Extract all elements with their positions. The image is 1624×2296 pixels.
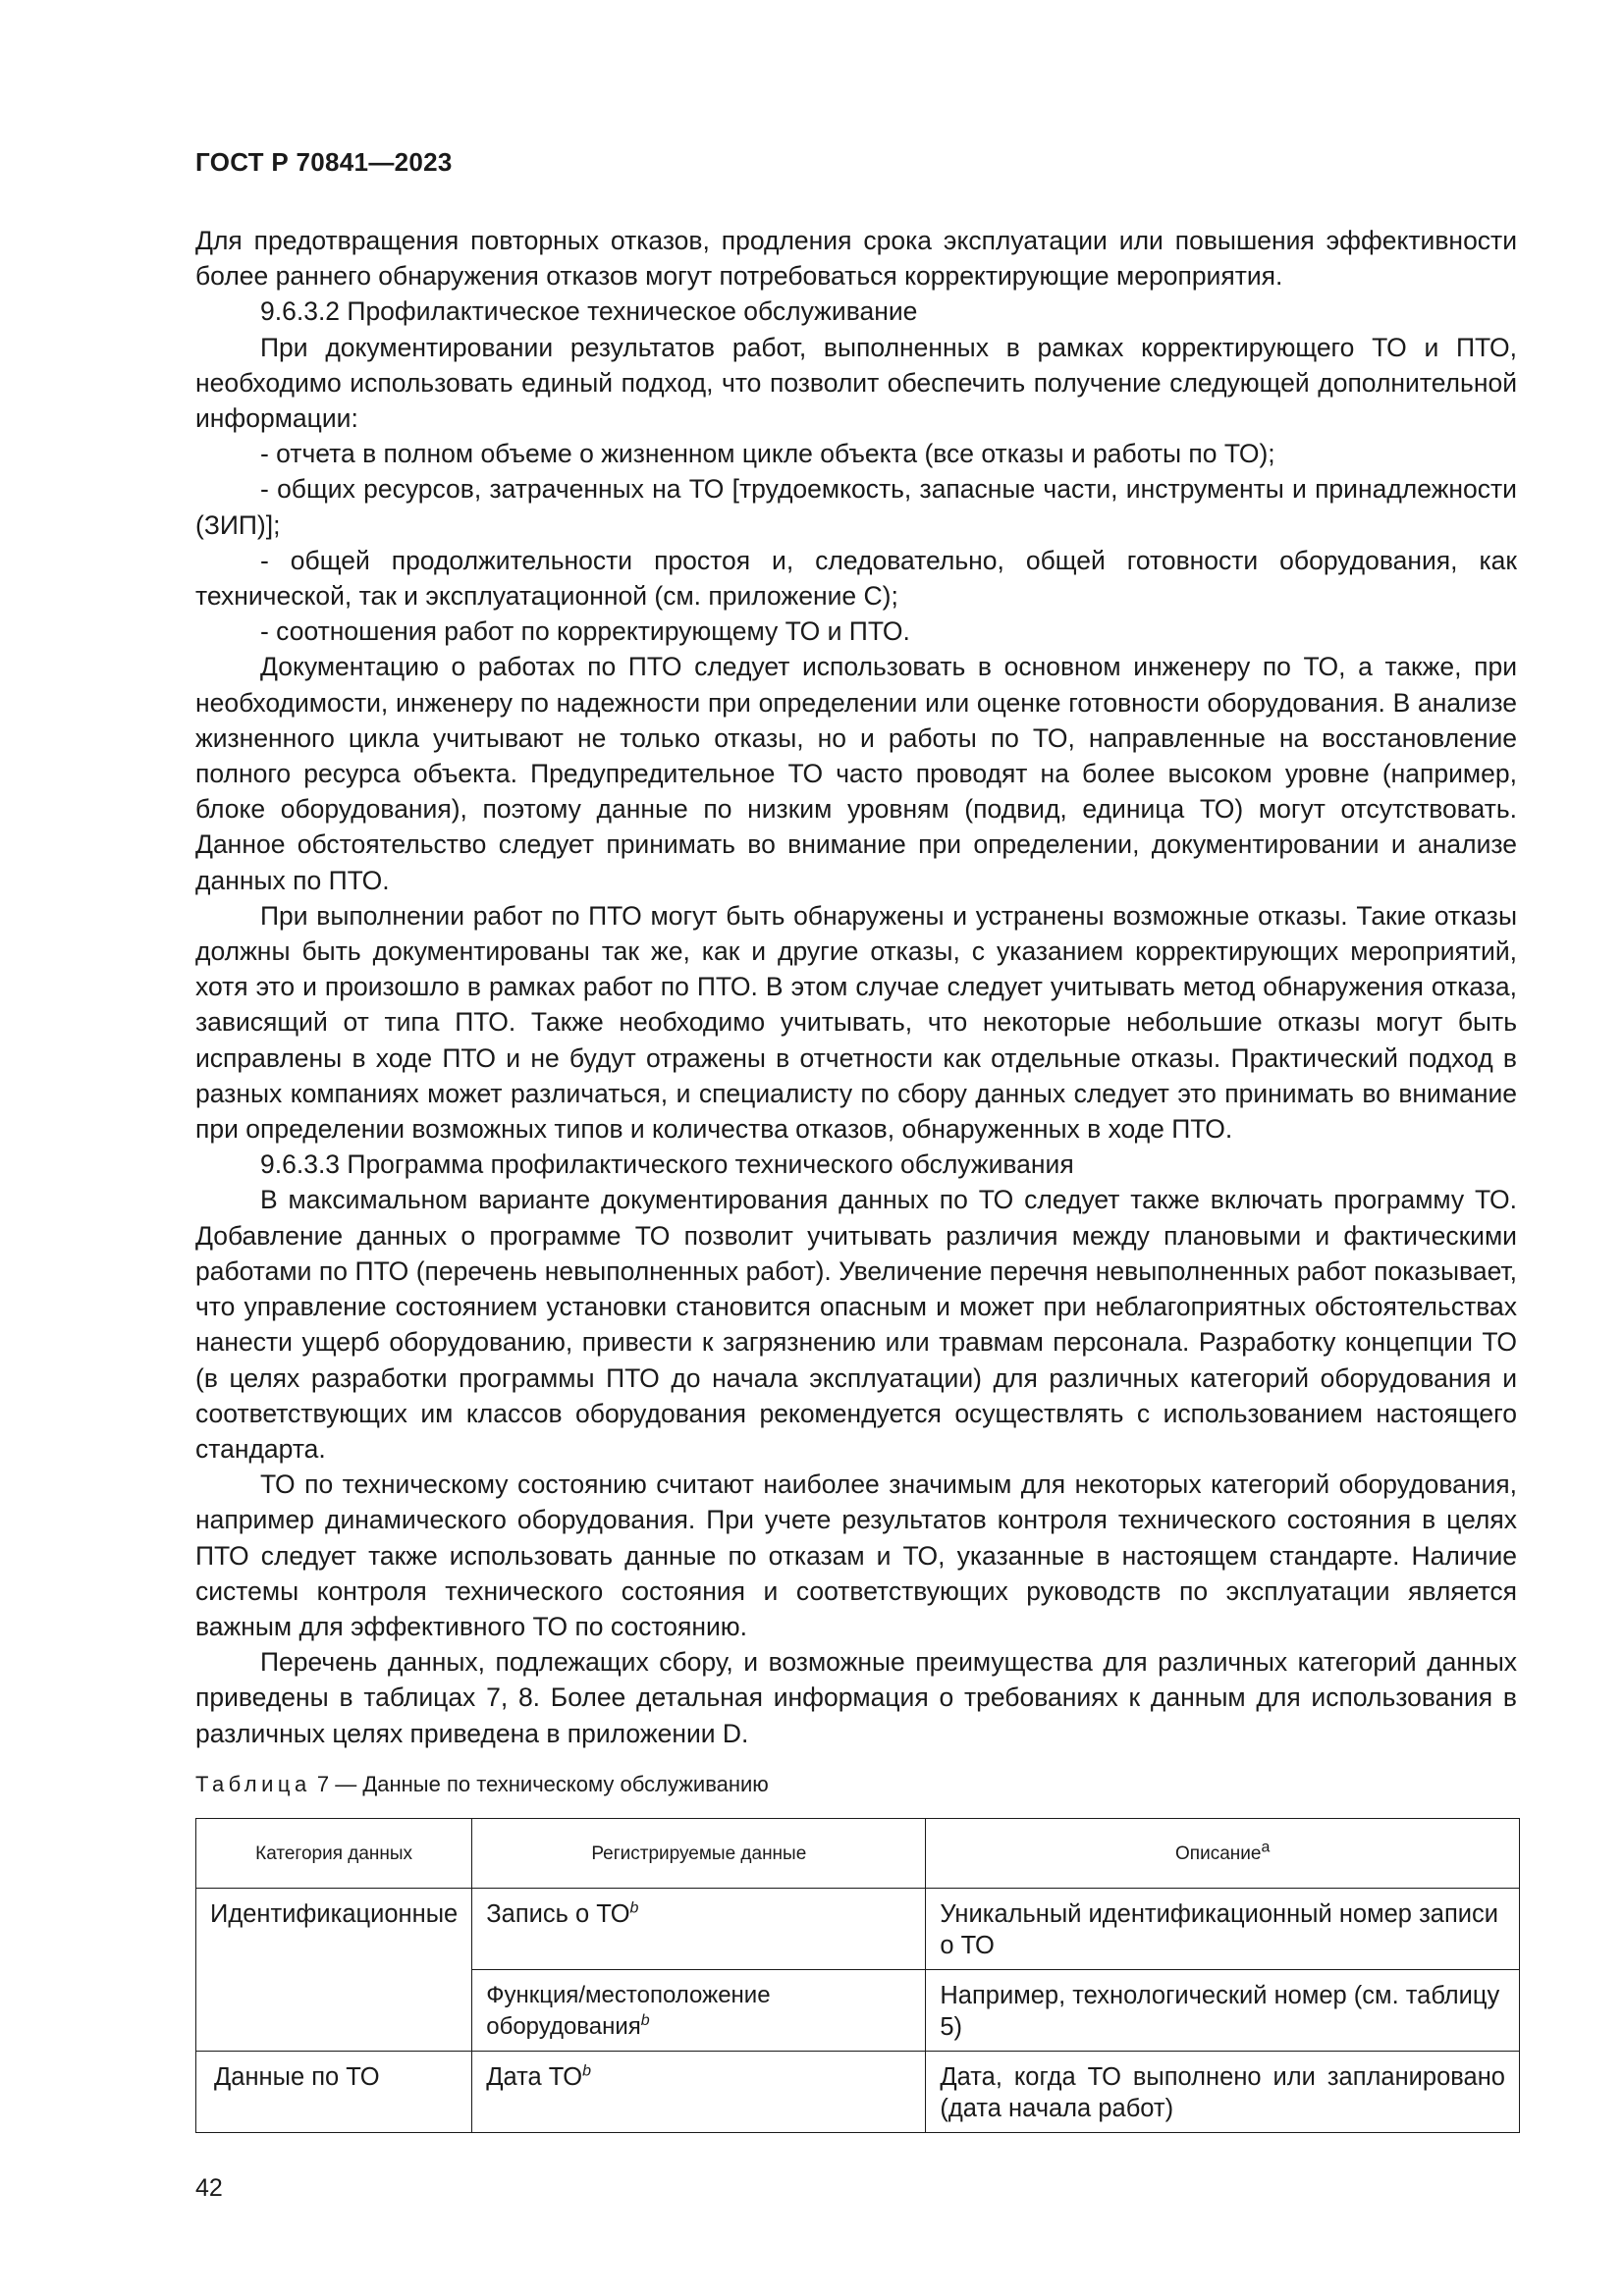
footnote-marker: a: [1261, 1839, 1271, 1856]
maintenance-data-table: [195, 1818, 1520, 2133]
recorded-label: Функция/местоположение оборудования: [486, 1982, 771, 2040]
paragraph: При выполнении работ по ПТО могут быть обнаружены и устранены возможные отказы. Такие отказы должны быть документированы так же, как и другие отказы, с указанием корректирующих мероприятий, хотя это и произошло в рамках работ по ПТО. В этом случае следует учитывать метод обнаружения отказа, зависящий от типа ПТО. Также необходимо учитывать, что некоторые небольшие отказы могут быть исправлены в ходе ПТО и не будут отражены в отчетности как отдельные отказы. Практический подход в разных компаниях может различаться, и специалисту по сбору данных следует это принимать во внимание при определении возможных типов и количества отказов, обнаруженных в ходе ПТО.: [195, 900, 1517, 1145]
recorded-label: Запись о ТО: [486, 1900, 630, 1928]
list-item: - общих ресурсов, затраченных на ТО [трудоемкость, запасные части, инструменты и принадлежности (ЗИП)];: [195, 474, 1517, 540]
section-heading-9-6-3-2: 9.6.3.2 Профилактическое техническое обслуживание: [260, 296, 918, 327]
recorded-label: Дата ТО: [486, 2063, 583, 2091]
table-caption: [195, 1772, 769, 1797]
footnote-marker: b: [582, 2062, 591, 2080]
footnote-marker: b: [640, 2012, 650, 2029]
body-text: [195, 223, 1517, 1751]
table-header-row: [196, 1819, 1520, 1889]
recorded-cell: [472, 1889, 926, 1970]
description-cell: Дата, когда ТО выполнено или запланировано (дата начала работ): [926, 2052, 1520, 2133]
category-cell: Идентификационные: [196, 1889, 472, 2052]
paragraph: При документировании результатов работ, выполненных в рамках корректирующего ТО и ПТО, необходимо использовать единый подход, что позволит обеспечить получение следующей дополнительной информации:: [195, 332, 1517, 434]
paragraph: Для предотвращения повторных отказов, продления срока эксплуатации или повышения эффективности более раннего обнаружения отказов могут потребоваться корректирующие мероприятия.: [195, 226, 1517, 292]
list-item: - отчета в полном объеме о жизненном цикле объекта (все отказы и работы по ТО);: [260, 439, 1275, 469]
description-cell: Уникальный идентификационный номер записи о ТО: [926, 1889, 1520, 1970]
header-recorded-data: Регистрируемые данные: [472, 1819, 926, 1889]
description-cell: Например, технологический номер (см. таблицу 5): [926, 1970, 1520, 2052]
page-number: 42: [195, 2174, 223, 2202]
header-category: Категория данных: [196, 1819, 472, 1889]
recorded-cell: [472, 1970, 926, 2052]
paragraph: Документацию о работах по ПТО следует использовать в основном инженеру по ТО, а также, при необходимости, инженеру по надежности при определении или оценке готовности оборудования. В анализе жизненного цикла учитывают не только отказы, но и работы по ТО, направленные на восстановление полного ресурса объекта. Предупредительное ТО часто проводят на более высоком уровне (например, блоке оборудования), поэтому данные по низким уровням (подвид, единица ТО) могут отсутствовать. Данное обстоятельство следует принимать во внимание при определении, документировании и анализе данных по ПТО.: [195, 652, 1517, 895]
list-item: - соотношения работ по корректирующему ТО и ПТО.: [260, 616, 910, 647]
category-cell: Данные по ТО: [196, 2052, 472, 2133]
table-row: [196, 1889, 1520, 1970]
paragraph: ТО по техническому состоянию считают наиболее значимым для некоторых категорий оборудования, например динамического оборудования. При учете результатов контроля технического состояния в целях ПТО следует также использовать данные по отказам и ТО, указанные в настоящем стандарте. Наличие системы контроля технического состояния и соответствующих руководств по эксплуатации является важным для эффективного ТО по состоянию.: [195, 1469, 1517, 1641]
recorded-cell: [472, 2052, 926, 2133]
paragraph: Перечень данных, подлежащих сбору, и возможные преимущества для различных категорий данных приведены в таблицах 7, 8. Более детальная информация о требованиях к данным для использования в различных целях приведена в приложении D.: [195, 1647, 1517, 1748]
table-caption-word: Таблица: [195, 1772, 311, 1796]
header-description-label: Описание: [1175, 1842, 1262, 1864]
list-item: - общей продолжительности простоя и, следовательно, общей готовности оборудования, как технической, так и эксплуатационной (см. приложение C);: [195, 545, 1517, 612]
table-row: [196, 2052, 1520, 2133]
paragraph: В максимальном варианте документирования данных по ТО следует также включать программу ТО. Добавление данных о программе ТО позволит учитывать различия между плановыми и фактическими работами по ПТО (перечень невыполненных работ). Увеличение перечня невыполненных работ показывает, что управление состоянием установки становится опасным и может при неблагоприятных обстоятельствах нанести ущерб оборудованию, привести к загрязнению или травмам персонала. Разработку концепции ТО (в целях разработки программы ПТО до начала эксплуатации) для различных категорий оборудования и соответствующих им классов оборудования рекомендуется осуществлять с использованием настоящего стандарта.: [195, 1185, 1517, 1464]
document-header: ГОСТ Р 70841—2023: [195, 147, 453, 177]
section-heading-9-6-3-3: 9.6.3.3 Программа профилактического технического обслуживания: [260, 1149, 1074, 1180]
table-caption-title: 7 — Данные по техническому обслуживанию: [316, 1772, 769, 1796]
footnote-marker: b: [629, 1899, 639, 1917]
header-description: [926, 1819, 1520, 1889]
